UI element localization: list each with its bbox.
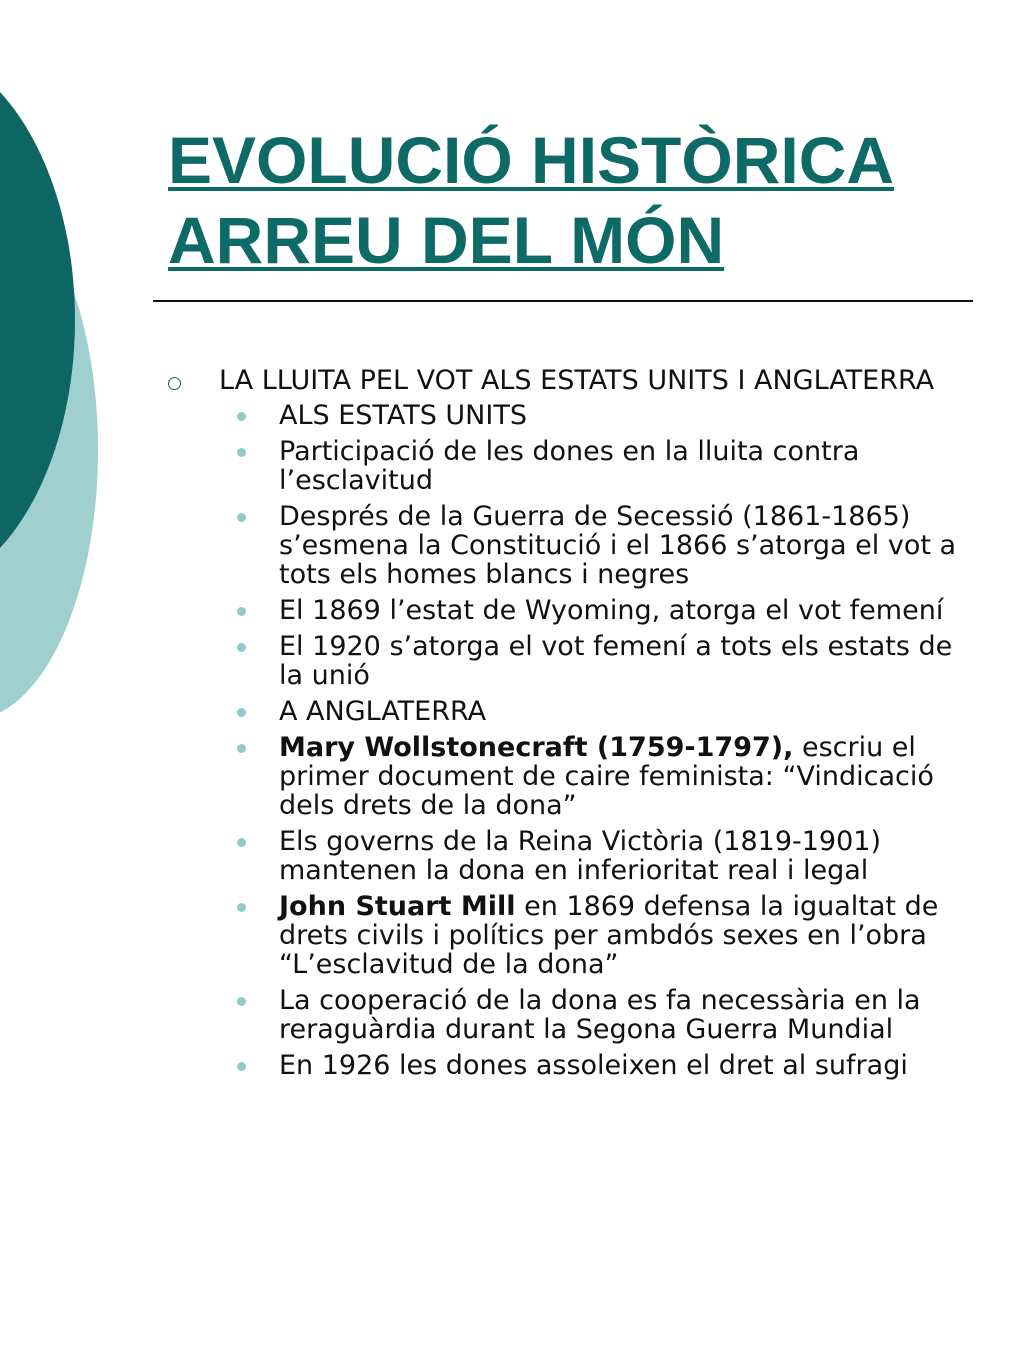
list-item	[168, 437, 968, 495]
circle-outline-icon	[168, 377, 181, 390]
filled-dot-icon	[237, 1062, 246, 1071]
filled-dot-icon	[237, 838, 246, 847]
list-item	[168, 892, 968, 979]
title-divider	[153, 300, 973, 302]
list-item	[168, 697, 968, 726]
list-item-text: A ANGLATERRA	[279, 696, 487, 727]
filled-dot-icon	[237, 643, 246, 652]
list-item-text: escriu el primer document de caire feminista: “Vindicació dels drets de la dona”	[279, 732, 934, 821]
list-item	[168, 632, 968, 690]
filled-dot-icon	[237, 607, 246, 616]
list-item	[168, 502, 968, 589]
filled-dot-icon	[237, 744, 246, 753]
list-item-bold-text: Mary Wollstonecraft (1759-1797),	[279, 732, 794, 763]
list-item	[168, 733, 968, 820]
list-item-text: La cooperació de la dona es fa necessària en la reraguàrdia durant la Segona Guerra Mundial	[279, 985, 921, 1045]
list-item-text: Els governs de la Reina Victòria (1819-1901) mantenen la dona en inferioritat real i legal	[279, 826, 882, 886]
main-bullet	[168, 366, 968, 395]
list-item	[168, 401, 968, 430]
list-item-text: en 1869 defensa la igualtat de drets civils i polítics per ambdós sexes en l’obra “L’esclavitud de la dona”	[279, 891, 939, 980]
main-bullet-text: LA LLUITA PEL VOT ALS ESTATS UNITS I ANGLATERRA	[219, 365, 935, 396]
filled-dot-icon	[237, 997, 246, 1006]
title-line-2: ARREU DEL MÓN	[168, 203, 725, 277]
list-item	[168, 596, 968, 625]
title-line-1: EVOLUCIÓ HISTÒRICA	[168, 123, 895, 197]
filled-dot-icon	[237, 448, 246, 457]
list-item-text: El 1869 l’estat de Wyoming, atorga el vot femení	[279, 595, 944, 626]
list-item-bold-text: John Stuart Mill	[279, 891, 516, 922]
list-item	[168, 986, 968, 1044]
sub-bullet-list	[168, 401, 968, 1080]
filled-dot-icon	[237, 708, 246, 717]
slide-title	[168, 120, 988, 280]
list-item	[168, 1051, 968, 1080]
filled-dot-icon	[237, 412, 246, 421]
slide-body	[168, 366, 968, 1087]
list-item-text: ALS ESTATS UNITS	[279, 400, 527, 431]
filled-dot-icon	[237, 513, 246, 522]
filled-dot-icon	[237, 903, 246, 912]
list-item-text: Participació de les dones en la lluita contra l’esclavitud	[279, 436, 860, 496]
list-item-text: Després de la Guerra de Secessió (1861-1865) s’esmena la Constitució i el 1866 s’atorga el vot a tots els homes blancs i negres	[279, 501, 957, 590]
list-item	[168, 827, 968, 885]
list-item-text: En 1926 les dones assoleixen el dret al sufragi	[279, 1050, 908, 1081]
decorative-side-shapes	[0, 0, 110, 720]
list-item-text: El 1920 s’atorga el vot femení a tots els estats de la unió	[279, 631, 953, 691]
